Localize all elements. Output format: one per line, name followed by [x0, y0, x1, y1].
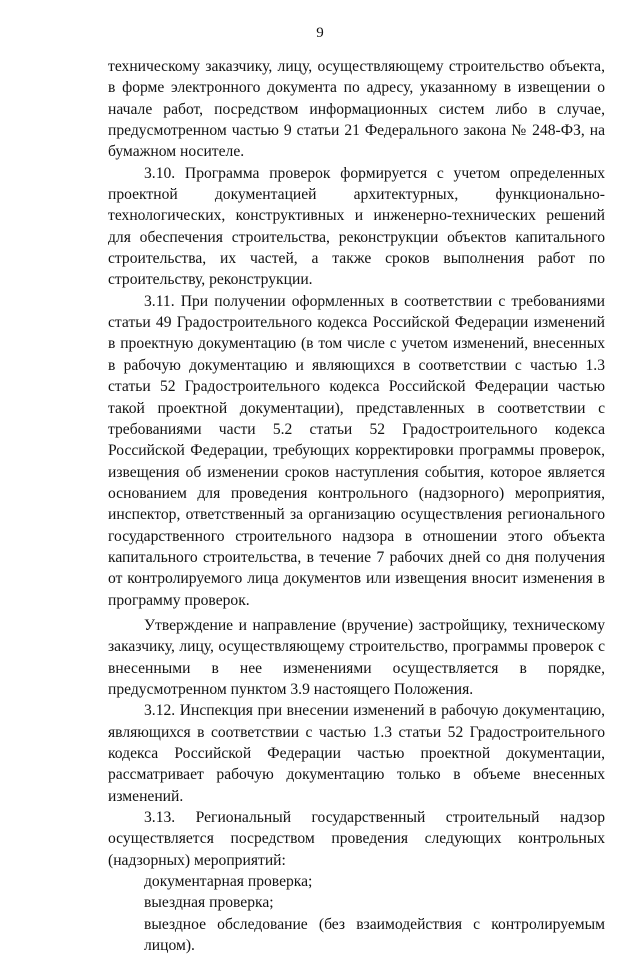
paragraph-3-11: 3.11. При получении оформленных в соответствии с требованиями статьи 49 Градостроительного кодекса Российской Федерации изменений в проектную документацию (в том числе с учетом изменений, внесенных в рабочую документацию и являющихся в соответствии с частью 1.3 статьи 52 Градостроительного кодекса Российской Федерации частью такой проектной документации), представленных в соответствии с требованиями части 5.2 статьи 52 Градостроительного кодекса Российской Федерации, требующих корректировки программы проверок, извещения об изменении сроков наступления события, которое является основанием для проведения контрольного (надзорного) мероприятия, инспектор, ответственный за организацию осуществления регионального государственного строительного надзора в отношении этого объекта капитального строительства, в течение 7 рабочих дней со дня получения от контролируемого лица документов или извещения вносит изменения в программу проверок. [108, 292, 605, 609]
list-item: выездная проверка; [144, 894, 274, 912]
paragraph-3-10: 3.10. Программа проверок формируется с учетом определенных проектной документацией архитектурных, функционально-технологических, конструктивных и инженерно-технических решений для обеспечения строительства, реконструкции объектов капитального строительства, их частей, а также сроков выполнения работ по строительству, реконструкции. [108, 164, 605, 289]
page-number: 9 [316, 25, 324, 41]
list-item: выездное обследование (без взаимодействия с контролируемым лицом). [144, 915, 605, 955]
document-body [108, 56, 605, 956]
list-item: документарная проверка; [144, 873, 313, 891]
paragraph-3-12: 3.12. Инспекция при внесении изменений в рабочую документацию, являющихся в соответствии с частью 1.3 статьи 52 Градостроительного кодекса Российской Федерации частью проектной документации, рассматривает рабочую документацию только в объеме внесенных изменений. [108, 702, 605, 805]
paragraph-3-13: 3.13. Региональный государственный строительный надзор осуществляется посредством проведения следующих контрольных (надзорных) мероприятий: [108, 809, 605, 869]
paragraph-approval: Утверждение и направление (вручение) застройщику, техническому заказчику, лицу, осуществляющему строительство, программы проверок с внесенными в нее изменениями осуществляется в порядке, предусмотренном пунктом 3.9 настоящего Положения. [108, 616, 605, 698]
paragraph-continuation: техническому заказчику, лицу, осуществляющему строительство объекта, в форме электронного документа по адресу, указанному в извещении о начале работ, посредством информационных систем либо в случае, предусмотренном частью 9 статьи 21 Федерального закона № 248-ФЗ, на бумажном носителе. [108, 58, 605, 161]
